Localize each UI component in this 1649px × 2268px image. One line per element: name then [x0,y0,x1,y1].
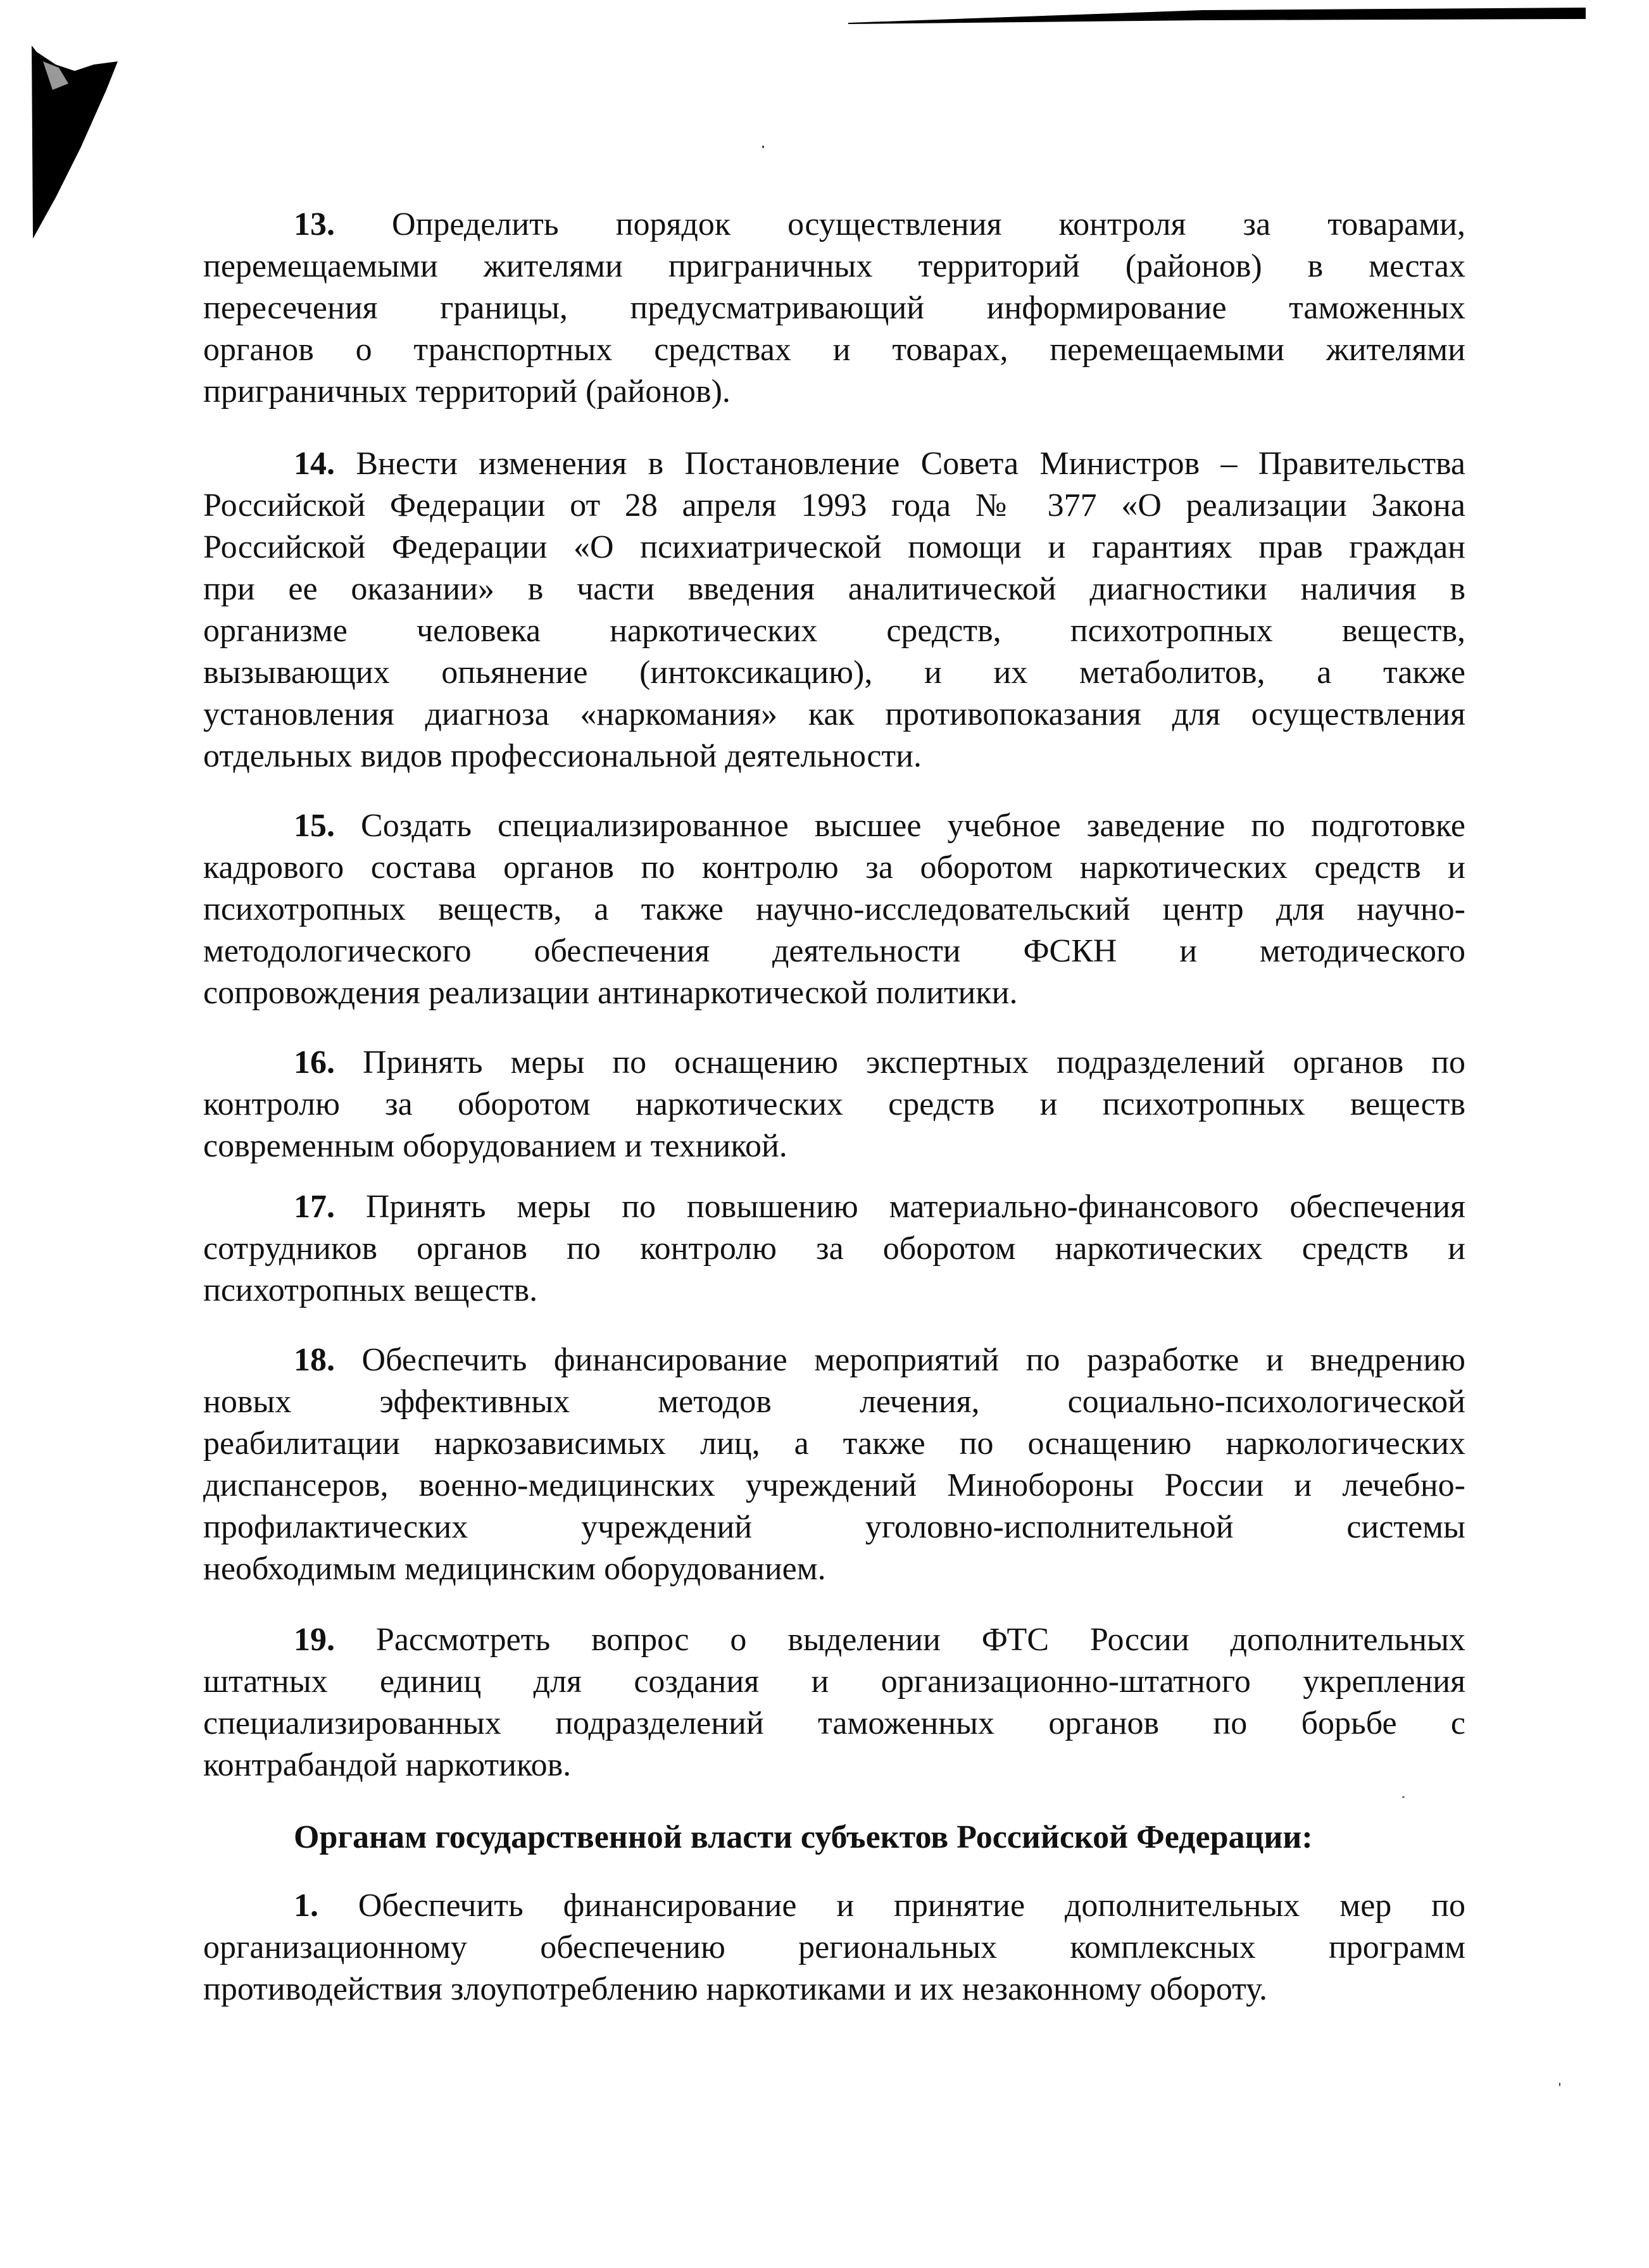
paragraph-number: 1. [294,1888,318,1924]
paragraph-line: 17. Принять меры по повышению материально-финансового обеспечения [294,1189,1465,1225]
paragraph-line: 16. Принять меры по оснащению экспертных подразделений органов по [294,1044,1465,1081]
paragraph-line: при ее оказании» в части введения аналитической диагностики наличия в [203,571,1465,607]
scan-speck [762,146,764,148]
paragraph-line: реабилитации наркозависимых лиц, а также по оснащению наркологических [203,1425,1465,1462]
paragraph-line: отдельных видов профессиональной деятельности. [203,738,922,774]
paragraph-number: 17. [294,1189,335,1225]
paragraph-line: штатных единиц для создания и организационно-штатного укрепления [203,1663,1465,1700]
paragraph-line: приграничных территорий (районов). [203,373,730,410]
paragraph-line: специализированных подразделений таможенных органов по борьбе с [203,1705,1465,1741]
paragraph-line: кадрового состава органов по контролю за оборотом наркотических средств и [203,849,1465,886]
paragraph-line: методологического обеспечения деятельности ФСКН и методического [203,933,1465,969]
scan-speck [1402,1796,1405,1798]
paragraph-line: современным оборудованием и техникой. [203,1128,787,1164]
paragraph-line: 18. Обеспечить финансирование мероприятий по разработке и внедрению [294,1342,1466,1378]
paragraph-line: сотрудников органов по контролю за оборотом наркотических средств и [203,1231,1465,1267]
section-paragraph-1 [203,1885,1465,2010]
paragraph-line: психотропных веществ, а также научно-исследовательский центр для научно- [203,891,1465,927]
paragraph-number: 15. [294,808,335,844]
scan-edge-wedge-artifact [30,46,119,242]
paragraph-line: противодействия злоупотреблению наркотиками и их незаконному обороту. [203,1971,1267,2007]
paragraph-14 [203,443,1465,777]
paragraph-line: 1. Обеспечить финансирование и принятие дополнительных мер по [294,1888,1466,1924]
paragraph-line: контролю за оборотом наркотических средств и психотропных веществ [203,1086,1465,1122]
paragraph-line: 19. Рассмотреть вопрос о выделении ФТС России дополнительных [294,1622,1465,1658]
paragraph-number: 19. [294,1622,335,1658]
paragraph-line: организме человека наркотических средств, психотропных веществ, [203,613,1465,649]
paragraph-number: 16. [294,1044,335,1081]
paragraph-line: новых эффективных методов лечения, социально-психологической [203,1384,1465,1420]
paragraph-number: 18. [294,1342,335,1378]
paragraph-line: вызывающих опьянение (интоксикацию), и их метаболитов, а также [203,655,1465,691]
paragraph-line: 13. Определить порядок осуществления контроля за товарами, [294,206,1466,242]
paragraph-number: 14. [294,446,335,482]
paragraph-line: установления диагноза «наркомания» как противопоказания для осуществления [203,696,1465,732]
paragraph-line: перемещаемыми жителями приграничных территорий (районов) в местах [203,248,1465,284]
paragraph-line: органов о транспортных средствах и товарах, перемещаемыми жителями [203,332,1465,368]
paragraph-line: диспансеров, военно-медицинских учреждений Минобороны России и лечебно- [203,1467,1465,1503]
paragraph-15 [203,805,1465,1014]
paragraph-line: Российской Федерации от 28 апреля 1993 года № 377 «О реализации Закона [203,487,1465,523]
paragraph-line: 14. Внести изменения в Постановление Совета Министров – Правительства [294,446,1465,482]
paragraph-13 [203,204,1465,413]
paragraph-line: необходимым медицинским оборудованием. [203,1551,826,1587]
paragraph-line: Российской Федерации «О психиатрической помощи и гарантиях прав граждан [203,529,1465,565]
paragraph-16 [203,1042,1465,1167]
paragraph-line: пересечения границы, предусматривающий информирование таможенных [203,290,1465,326]
section-heading: Органам государственной власти субъектов Российской Федерации: [294,1819,1313,1855]
paragraph-line: 15. Создать специализированное высшее учебное заведение по подготовке [294,808,1465,844]
paragraph-number: 13. [294,206,335,242]
paragraph-18 [203,1339,1465,1590]
paragraph-line: психотропных веществ. [203,1272,538,1308]
paragraph-line: сопровождения реализации антинаркотической политики. [203,975,1018,1011]
paragraph-line: организационному обеспечению региональных комплексных программ [203,1929,1465,1965]
paragraph-line: профилактических учреждений уголовно-исполнительной системы [203,1509,1465,1545]
paragraph-17 [203,1186,1465,1312]
paragraph-line: контрабандой наркотиков. [203,1747,572,1783]
scan-speck [1559,2083,1560,2086]
paragraph-19 [203,1619,1465,1786]
scan-edge-bar-artifact [848,5,1586,24]
